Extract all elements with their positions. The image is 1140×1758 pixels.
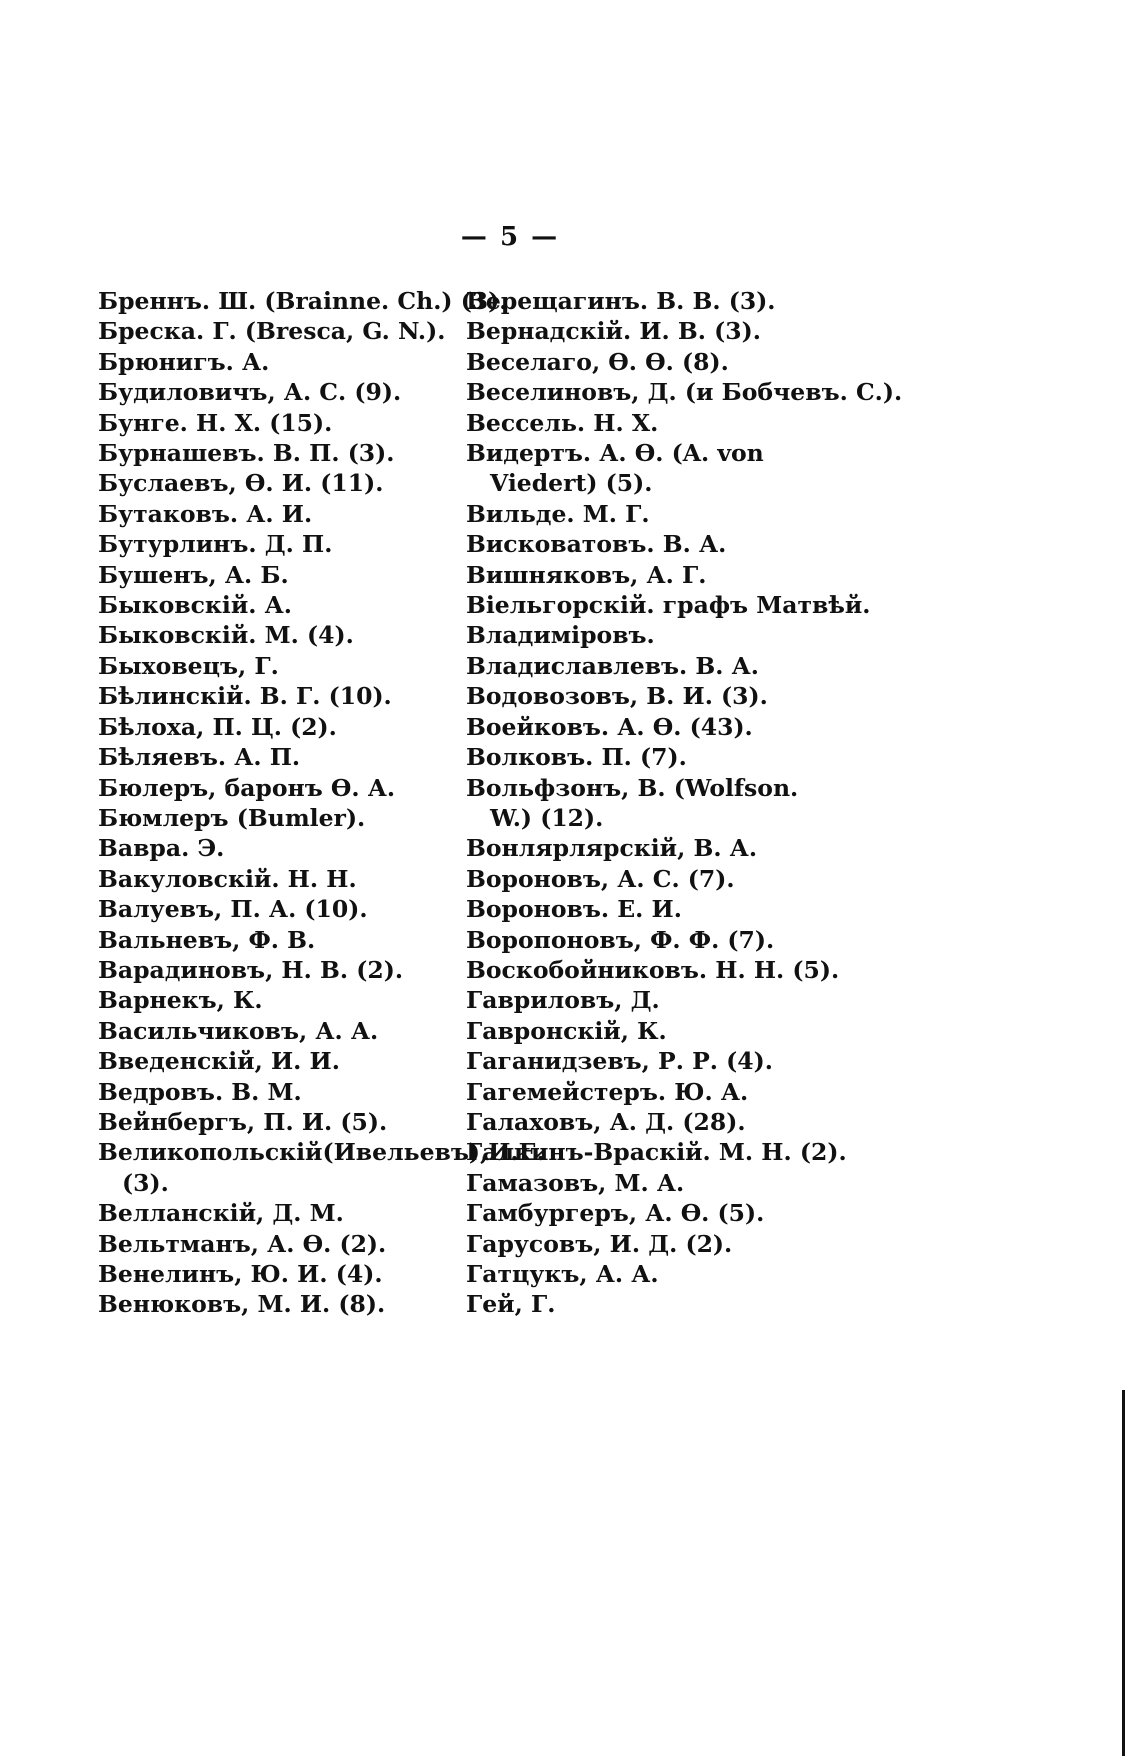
index-entry: Великопольскій(Ивельевъ),И.Е. (3). — [98, 1138, 545, 1197]
index-entry: Висковатовъ. В. А. — [466, 530, 727, 559]
index-entry: Бюмлеръ (Bumler). — [98, 803, 366, 832]
index-entry: Владиславлевъ. В. А. — [466, 651, 759, 680]
index-entry: Видертъ. А. Ѳ. (A. von Viedert) (5). — [466, 439, 764, 498]
index-entry: Вороновъ. Е. И. — [466, 895, 682, 924]
index-entry: Бѣляевъ. А. П. — [98, 743, 301, 772]
index-column-right — [466, 286, 903, 1320]
index-entry: Вельтманъ, А. Ѳ. (2). — [98, 1229, 387, 1258]
index-entry: Вильде. М. Г. — [466, 499, 650, 528]
index-entry: Бѣлоха, П. Ц. (2). — [98, 712, 337, 741]
index-entry: Владиміровъ. — [466, 621, 655, 650]
page-number: — 5 — — [460, 222, 560, 252]
index-entry: Бутаковъ. А. И. — [98, 499, 313, 528]
index-entry: Бутурлинъ. Д. П. — [98, 530, 333, 559]
index-entry: Гавронскій, К. — [466, 1016, 667, 1045]
index-entry: Вавра. Э. — [98, 834, 225, 863]
index-entry: Вороновъ, А. С. (7). — [466, 864, 735, 893]
index-entry: Воропоновъ, Ф. Ф. (7). — [466, 925, 775, 954]
index-entry: Гавриловъ, Д. — [466, 986, 660, 1015]
index-entry: Бурнашевъ. В. П. (3). — [98, 439, 395, 468]
index-entry: Гаганидзевъ, Р. Р. (4). — [466, 1047, 773, 1076]
index-entry: Гамбургеръ, А. Ѳ. (5). — [466, 1199, 765, 1228]
index-entry: Воейковъ. А. Ѳ. (43). — [466, 712, 753, 741]
index-entry: Бюлеръ, баронъ Ѳ. А. — [98, 773, 396, 802]
index-entry: Вакуловскій. Н. Н. — [98, 864, 357, 893]
index-entry: Воскобойниковъ. Н. Н. (5). — [466, 955, 840, 984]
index-entry: Варадиновъ, Н. В. (2). — [98, 955, 403, 984]
index-entry: Быковскій. М. (4). — [98, 621, 354, 650]
index-entry: Веселаго, Ѳ. Ѳ. (8). — [466, 347, 729, 376]
index-entry: Валуевъ, П. А. (10). — [98, 895, 368, 924]
index-entry: Бреннъ. Ш. (Brainne. Ch.) (3). — [98, 287, 508, 315]
index-entry: Венелинъ, Ю. И. (4). — [98, 1260, 383, 1288]
index-entry: Васильчиковъ, А. А. — [98, 1016, 379, 1045]
index-entry: Брюнигъ. А. — [98, 347, 270, 376]
index-entry: Быковскій. А. — [98, 591, 292, 620]
index-entry: Бунге. Н. Х. (15). — [98, 408, 333, 437]
index-entry: Гагемейстеръ. Ю. А. — [466, 1077, 749, 1106]
index-entry: Венюковъ, М. И. (8). — [98, 1290, 386, 1319]
index-entry: Вессель. Н. Х. — [466, 408, 659, 437]
index-entry: Галкинъ-Враскій. М. Н. (2). — [466, 1138, 847, 1167]
index-entry: Вишняковъ, А. Г. — [466, 560, 707, 589]
index-entry: Быховецъ, Г. — [98, 651, 279, 680]
index-entry: Ведровъ. В. М. — [98, 1077, 302, 1106]
index-entry: Галаховъ, А. Д. (28). — [466, 1107, 746, 1136]
index-entry: Волковъ. П. (7). — [466, 743, 687, 772]
index-entry: Гамазовъ, М. А. — [466, 1168, 685, 1197]
index-entry: Варнекъ, К. — [98, 986, 263, 1015]
index-entry: Вонлярлярскій, В. А. — [466, 834, 758, 863]
index-entry: Введенскій, И. И. — [98, 1047, 340, 1076]
page-edge-rule — [1122, 1390, 1125, 1756]
index-entry: Віельгорскій. графъ Матвѣй. — [466, 591, 871, 620]
index-entry: Вернадскій. И. В. (3). — [466, 317, 761, 346]
index-entry: Вольфзонъ, В. (Wolfson. W.) (12). — [466, 773, 799, 832]
index-entry: Гатцукъ, А. А. — [466, 1260, 659, 1288]
index-entry: Водовозовъ, В. И. (3). — [466, 682, 768, 711]
index-entry: Будиловичъ, А. С. (9). — [98, 378, 402, 407]
index-entry: Верещагинъ. В. В. (3). — [466, 287, 776, 315]
index-entry: Велланскій, Д. М. — [98, 1199, 344, 1228]
index-entry: Буслаевъ, Ѳ. И. (11). — [98, 469, 384, 498]
index-entry: Бушенъ, А. Б. — [98, 560, 289, 589]
index-entry: Бѣлинскій. В. Г. (10). — [98, 682, 392, 711]
index-entry: Вальневъ, Ф. В. — [98, 925, 316, 954]
index-entry: Гарусовъ, И. Д. (2). — [466, 1229, 733, 1258]
index-entry: Веселиновъ, Д. (и Бобчевъ. С.). — [466, 378, 903, 407]
index-entry: Гей, Г. — [466, 1290, 556, 1319]
index-entry: Вейнбергъ, П. И. (5). — [98, 1107, 388, 1136]
index-entry: Бреска. Г. (Bresca, G. N.). — [98, 317, 446, 346]
